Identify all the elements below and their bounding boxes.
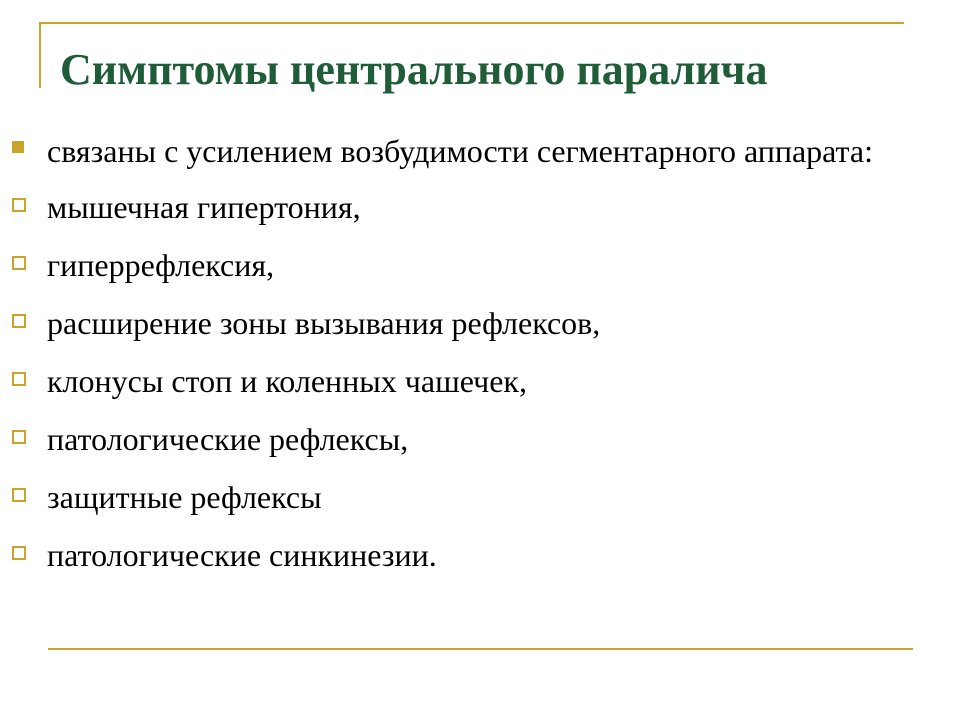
hollow-square-bullet-icon <box>12 546 26 560</box>
list-item <box>12 478 912 516</box>
frame-top-line <box>39 22 904 24</box>
list-item-lead <box>12 132 912 170</box>
frame-bottom-line <box>48 648 913 650</box>
list-item-text: мышечная гипертония, <box>47 189 361 225</box>
list-item <box>12 246 912 284</box>
bullet-list <box>12 132 912 594</box>
hollow-square-bullet-icon <box>12 314 26 328</box>
hollow-square-bullet-icon <box>12 372 26 386</box>
filled-square-bullet-icon <box>12 141 24 153</box>
list-item-text: патологические рефлексы, <box>47 421 409 457</box>
list-item-text: клонусы стоп и коленных чашечек, <box>47 363 527 399</box>
list-item-text: связаны с усилением возбудимости сегментарного аппарата: <box>47 133 874 169</box>
list-item-text: гиперрефлексия, <box>47 247 275 283</box>
list-item-text: патологические синкинезии. <box>47 537 437 573</box>
list-item-text: защитные рефлексы <box>47 479 322 515</box>
list-item <box>12 362 912 400</box>
list-item <box>12 188 912 226</box>
list-item <box>12 304 912 342</box>
list-item <box>12 420 912 458</box>
list-item-text: расширение зоны вызывания рефлексов, <box>47 305 601 341</box>
hollow-square-bullet-icon <box>12 430 26 444</box>
hollow-square-bullet-icon <box>12 256 26 270</box>
hollow-square-bullet-icon <box>12 198 26 212</box>
list-item <box>12 536 912 574</box>
slide-title: Симптомы центрального паралича <box>60 45 768 94</box>
frame-left-line <box>39 22 41 88</box>
hollow-square-bullet-icon <box>12 488 26 502</box>
